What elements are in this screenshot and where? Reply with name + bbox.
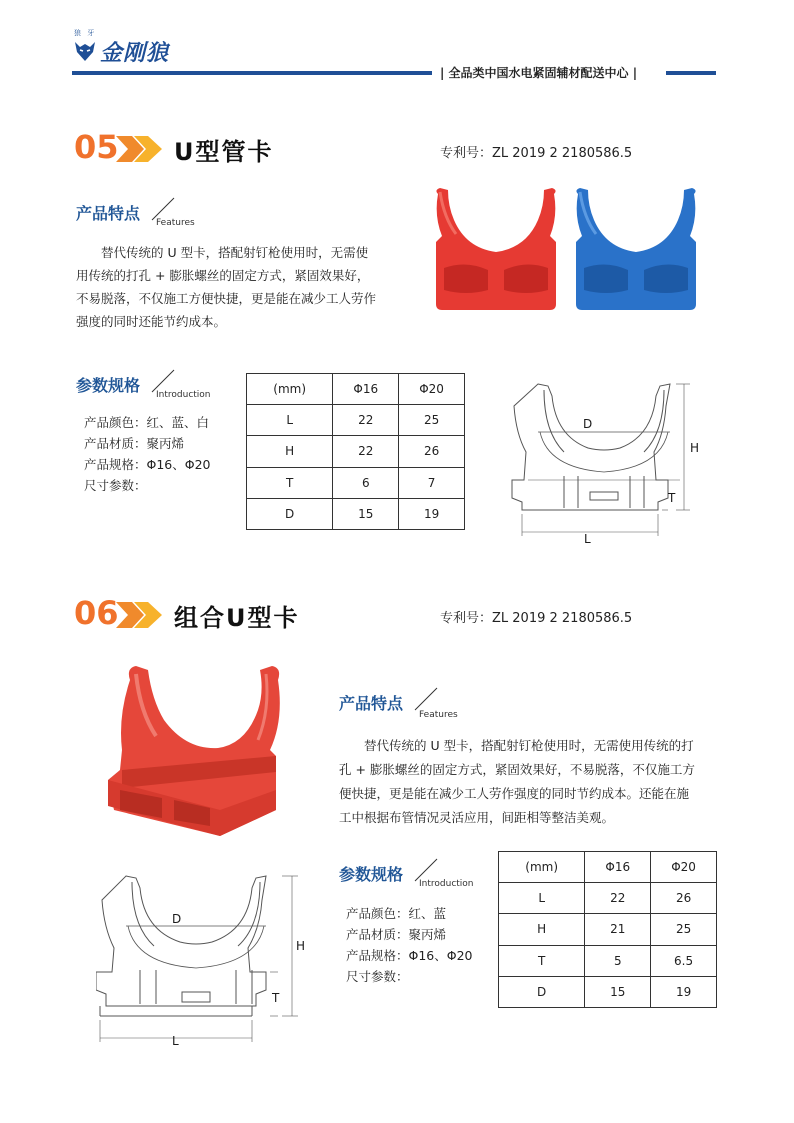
spec-color: 产品颜色：红、蓝、白 <box>84 415 210 430</box>
spec-heading: 参数规格 <box>76 376 141 395</box>
spec-color: 产品颜色：红、蓝 <box>346 906 447 921</box>
section-number: 05 <box>74 128 119 166</box>
chevron-arrow-icon <box>116 136 166 162</box>
dim-label-t: T <box>272 991 280 1005</box>
table-row: H 22 26 <box>247 436 465 467</box>
table-row: L 22 25 <box>247 405 465 436</box>
dim-label-l: L <box>172 1034 179 1048</box>
table-header-row: (mm) Φ16 Φ20 <box>499 852 717 883</box>
dim-label-h: H <box>296 939 306 953</box>
header-rule-left <box>72 71 432 75</box>
dim-label-t: T <box>668 491 676 505</box>
dim-label-h: H <box>690 441 700 455</box>
section-number: 06 <box>74 594 119 632</box>
spec-heading-en: Introduction <box>419 879 474 889</box>
table-row: L 22 26 <box>499 883 717 914</box>
features-description: 替代传统的 U 型卡，搭配射钉枪使用时，无需使 用传统的打孔 + 膨胀螺丝的固定方式，紧固效果好， 不易脱落，不仅施工方便快捷，更是能在减少工人劳作 强度的同时还能节约成本。 <box>76 245 377 329</box>
brand-logo-text: 金刚狼 <box>100 40 170 66</box>
spec-heading-en: Introduction <box>156 390 211 400</box>
features-heading: 产品特点 <box>76 204 141 223</box>
table-row: D 15 19 <box>499 976 717 1007</box>
spec-table <box>246 373 465 530</box>
table-row: T 5 6.5 <box>499 945 717 976</box>
wolf-logo-icon <box>72 38 98 64</box>
header-tagline: | 全品类中国水电紧固辅材配送中心 | <box>440 66 638 80</box>
combination-clip-technical-drawing <box>96 866 308 1048</box>
spec-material: 产品材质：聚丙烯 <box>346 927 447 942</box>
red-combination-u-clip-photo <box>100 660 310 850</box>
table-header-row: (mm) Φ16 Φ20 <box>247 374 465 405</box>
spec-heading: 参数规格 <box>339 865 404 884</box>
blue-u-clip-photo <box>566 186 706 316</box>
table-row: D 15 19 <box>247 498 465 529</box>
spec-dimensions: 尺寸参数： <box>84 478 147 493</box>
spec-list <box>84 412 211 496</box>
logo-subtitle: 狼 牙 <box>74 29 97 37</box>
patent-number: 专利号：ZL 2019 2 2180586.5 <box>440 146 633 161</box>
features-description: 替代传统的 U 型卡，搭配射钉枪使用时，无需使用传统的打 孔 + 膨胀螺丝的固定方式，紧固效果好，不易脱落，不仅施工方 便快捷，更是能在减少工人劳作强度的同时节约成本。还能在施 工中根据布管情况灵活应用，间距相等整洁美观。 <box>339 738 695 825</box>
spec-dimensions: 尺寸参数： <box>346 969 409 984</box>
dim-label-l: L <box>584 532 591 546</box>
heading-slash-decoration <box>411 686 441 712</box>
features-heading-en: Features <box>419 710 458 720</box>
spec-list <box>346 903 473 987</box>
u-clip-technical-drawing <box>508 376 708 548</box>
spec-size: 产品规格：Φ16、Φ20 <box>346 948 473 963</box>
red-u-clip-photo <box>426 186 566 316</box>
features-heading: 产品特点 <box>339 694 404 713</box>
spec-size: 产品规格：Φ16、Φ20 <box>84 457 211 472</box>
table-row: H 21 25 <box>499 914 717 945</box>
spec-material: 产品材质：聚丙烯 <box>84 436 185 451</box>
section-title: 组合U型卡 <box>174 604 300 632</box>
patent-number: 专利号：ZL 2019 2 2180586.5 <box>440 611 633 626</box>
spec-table <box>498 851 717 1008</box>
chevron-arrow-icon <box>116 602 166 628</box>
features-heading-en: Features <box>156 218 195 228</box>
section-title: U型管卡 <box>174 138 274 166</box>
dim-label-d: D <box>583 417 593 431</box>
dim-label-d: D <box>172 912 182 926</box>
header-rule-right <box>666 71 716 75</box>
table-row: T 6 7 <box>247 467 465 498</box>
